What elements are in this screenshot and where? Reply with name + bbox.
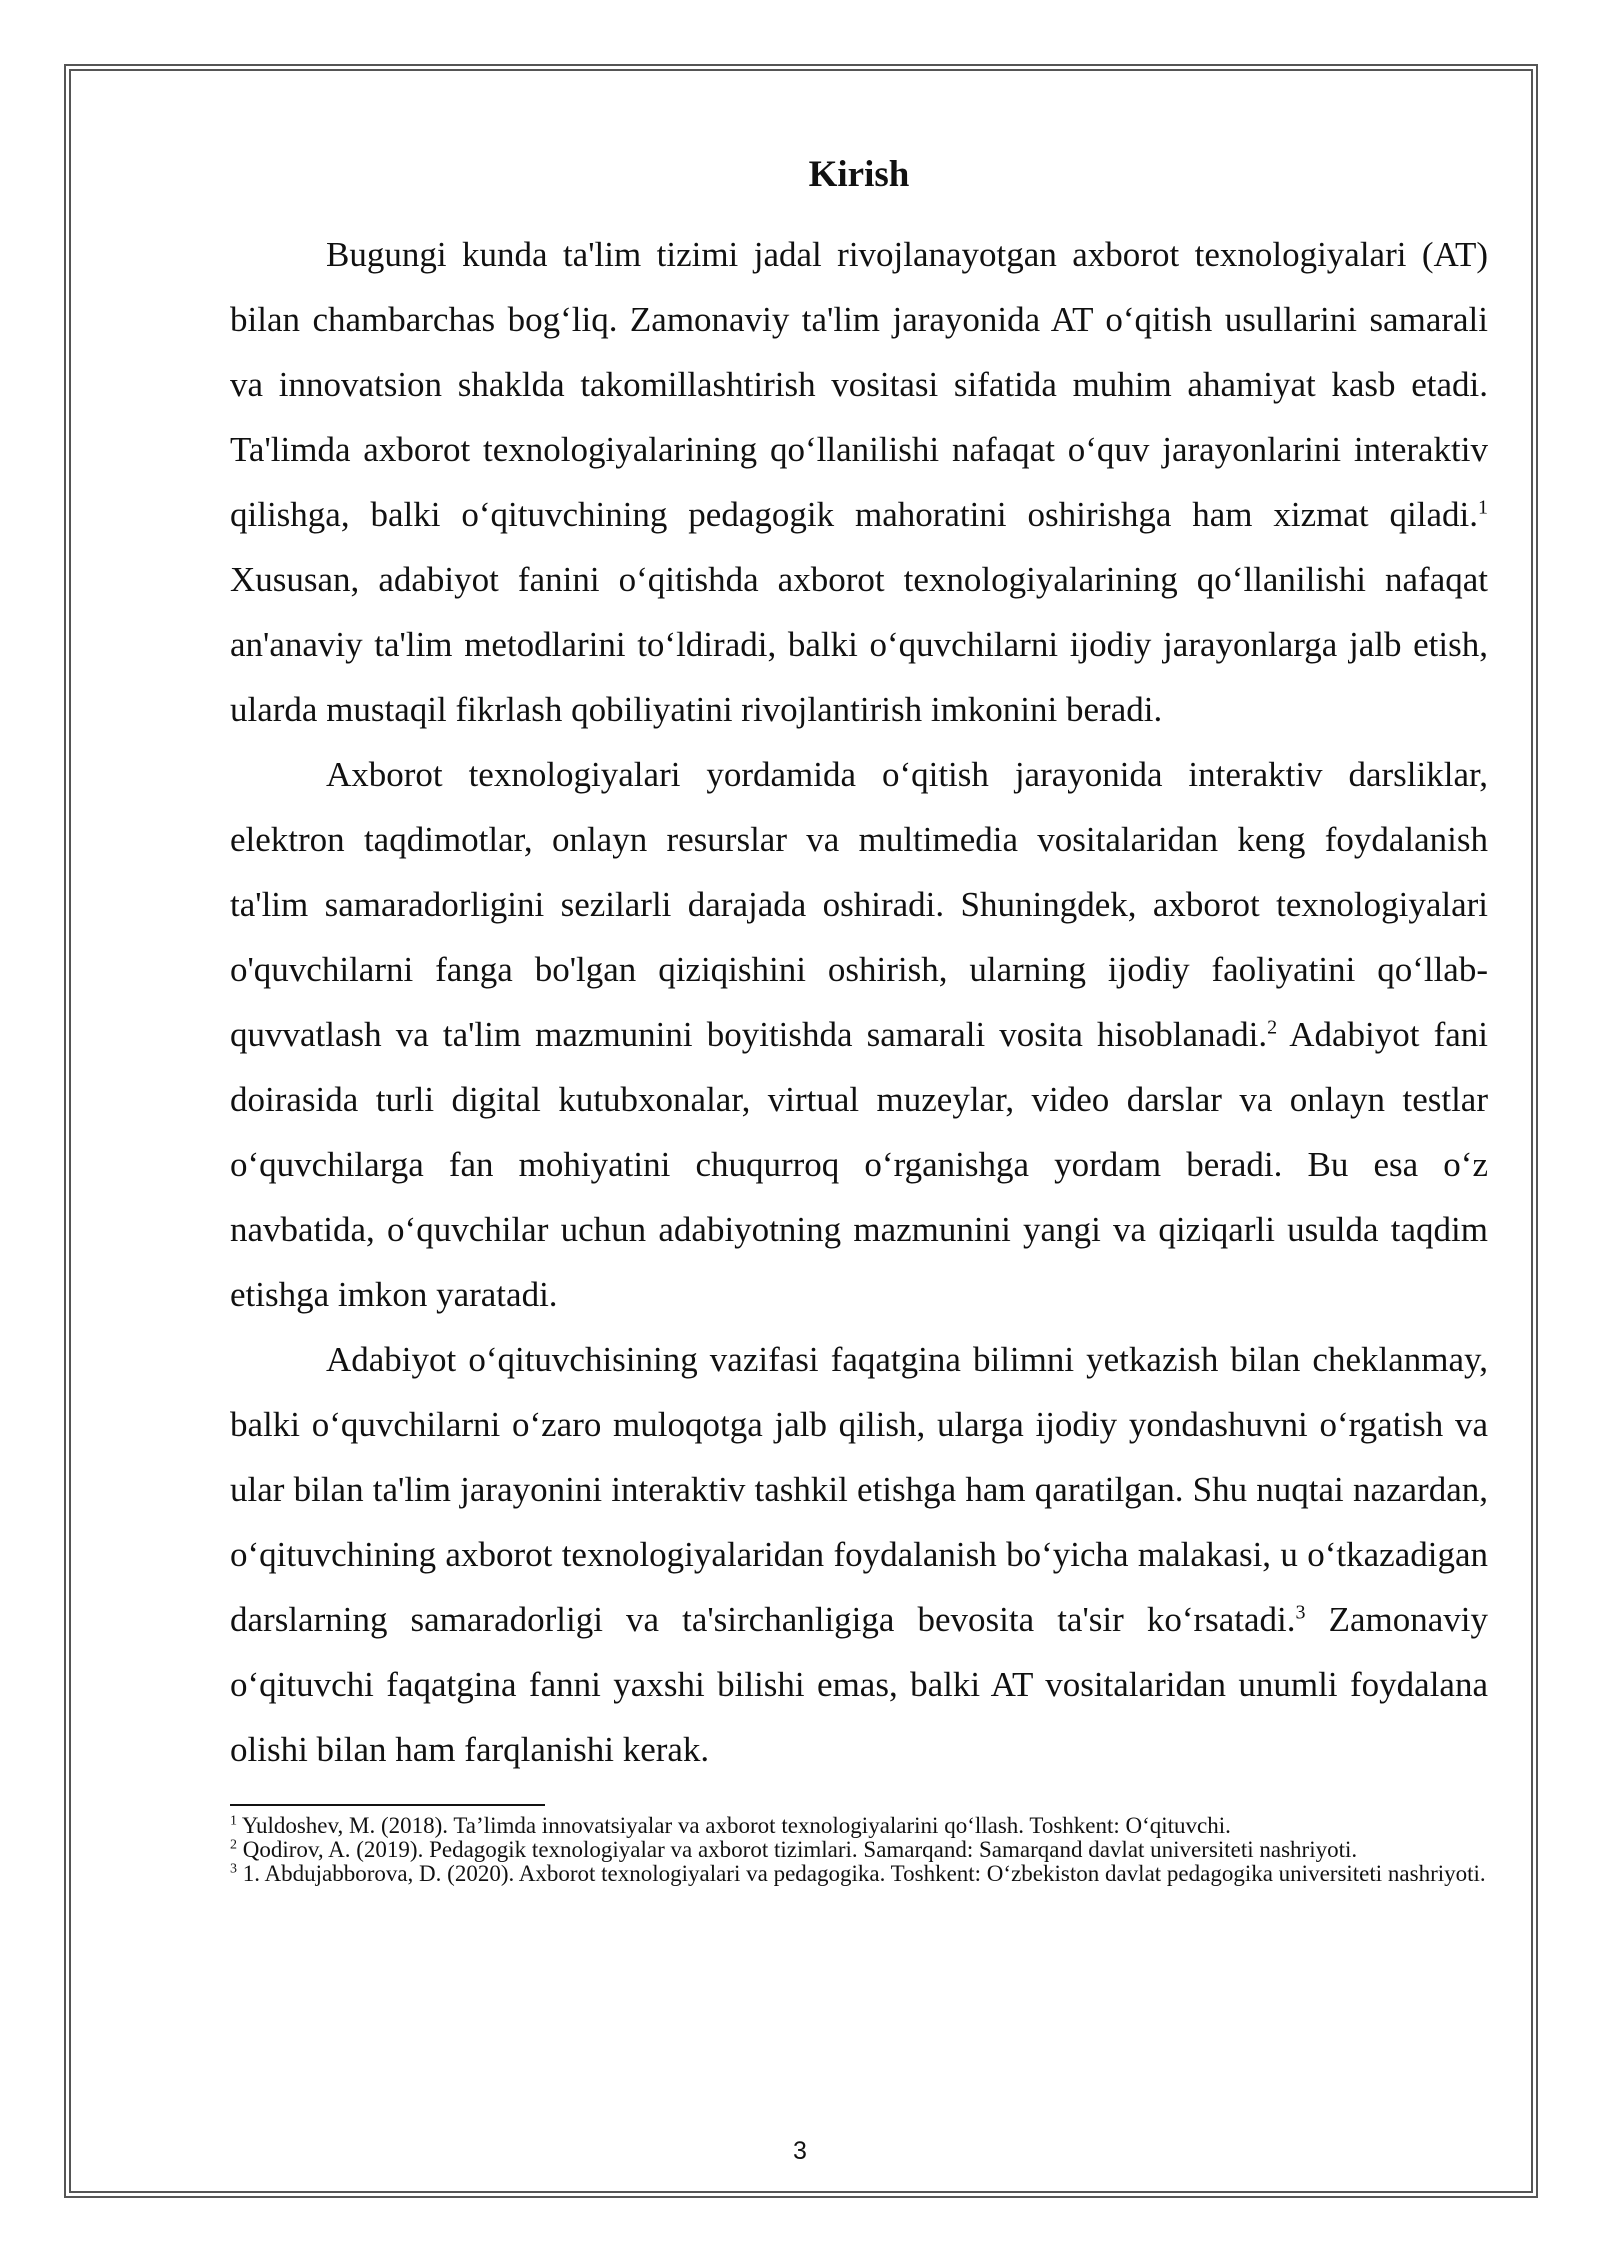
paragraph-2 (230, 742, 1488, 1327)
paragraph-text: Bugungi kunda ta'lim tizimi jadal rivojlanayotgan axborot texnologiyalari (AT) bilan chambarchas bog‘liq. Zamonaviy ta'lim jarayonida AT o‘qitish usullarini samarali va innovatsion shaklda takomillashtirish vositasi sifatida muhim ahamiyat kasb etadi. Ta'limda axborot texnologiyalarining qo‘llanilishi nafaqat o‘quv jarayonlarini interaktiv qilishga, balki o‘qituvchining pedagogik mahoratini oshirishga ham xizmat qiladi. (230, 235, 1488, 534)
section-title: Kirish (808, 154, 910, 195)
footnote-number: 1 (230, 1813, 237, 1829)
footnote-text: Qodirov, A. (2019). Pedagogik texnologiyalar va axborot tizimlari. Samarqand: Samarqand davlat universiteti nashriyoti. (237, 1837, 1358, 1862)
footnote-ref-1[interactable]: 1 (1478, 496, 1488, 519)
page-content (230, 150, 1488, 1886)
footnote-ref-3[interactable]: 3 (1295, 1601, 1306, 1624)
paragraph-text: Axborot texnologiyalari yordamida o‘qitish jarayonida interaktiv darsliklar, elektron taqdimotlar, onlayn resurslar va multimedia vositalaridan keng foydalanish ta'lim samaradorligini sezilarli darajada oshiradi. Shuningdek, axborot texnologiyalari o'quvchilarni fanga bo'lgan qiziqishini oshirish, ularning ijodiy faoliyatini qo‘llab-quvvatlash va ta'lim mazmunini boyitishda samarali vosita hisoblanadi. (230, 755, 1488, 1054)
footnote-1 (230, 1814, 1488, 1838)
footnote-separator (230, 1804, 545, 1806)
footnote-text: Yuldoshev, M. (2018). Ta’limda innovatsiyalar va axborot texnologiyalarini qo‘llash. Toshkent: O‘qituvchi. (237, 1813, 1231, 1838)
footnote-number: 3 (230, 1861, 237, 1877)
footnote-number: 2 (230, 1837, 237, 1853)
paragraph-1 (230, 222, 1488, 742)
footnote-ref-2[interactable]: 2 (1267, 1016, 1278, 1039)
footnote-2 (230, 1838, 1488, 1862)
page-number: 3 (793, 2137, 807, 2165)
footnote-text: 1. Abdujabborova, D. (2020). Axborot texnologiyalari va pedagogika. Toshkent: O‘zbekiston davlat pedagogika universiteti nashriyoti. (237, 1861, 1486, 1886)
footnotes (230, 1814, 1488, 1886)
paragraph-text: Adabiyot o‘qituvchisining vazifasi faqatgina bilimni yetkazish bilan cheklanmay, balki o‘quvchilarni o‘zaro muloqotga jalb qilish, ularga ijodiy yondashuvni o‘rgatish va ular bilan ta'lim jarayonini interaktiv tashkil etishga ham qaratilgan. Shu nuqtai nazardan, o‘qituvchining axborot texnologiyalaridan foydalanish bo‘yicha malakasi, u o‘tkazadigan darslarning samaradorligi va ta'sirchanligiga bevosita ta'sir ko‘rsatadi. (230, 1340, 1488, 1639)
paragraph-text: Adabiyot fani doirasida turli digital kutubxonalar, virtual muzeylar, video darslar va onlayn testlar o‘quvchilarga fan mohiyatini chuqurroq o‘rganishga yordam beradi. Bu esa o‘z navbatida, o‘quvchilar uchun adabiyotning mazmunini yangi va qiziqarli usulda taqdim etishga imkon yaratadi. (230, 1015, 1488, 1314)
paragraph-3 (230, 1327, 1488, 1782)
paragraph-text: Zamonaviy o‘qituvchi faqatgina fanni yaxshi bilishi emas, balki AT vositalaridan unumli foydalana olishi bilan ham farqlanishi kerak. (230, 1600, 1488, 1769)
paragraph-text: Xususan, adabiyot fanini o‘qitishda axborot texnologiyalarining qo‘llanilishi nafaqat an'anaviy ta'lim metodlarini to‘ldiradi, balki o‘quvchilarni ijodiy jarayonlarga jalb etish, ularda mustaqil fikrlash qobiliyatini rivojlantirish imkonini beradi. (230, 560, 1488, 729)
footnote-3 (230, 1862, 1488, 1886)
